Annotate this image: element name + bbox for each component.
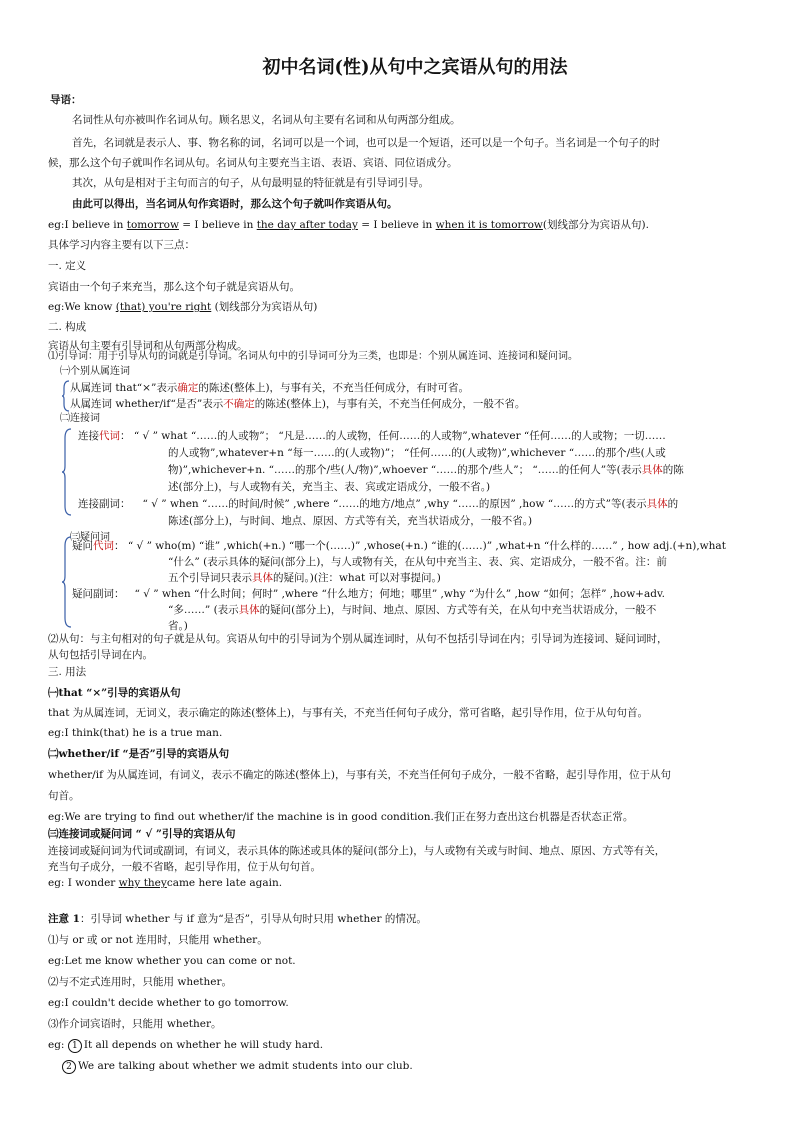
highlight-text: 具体 bbox=[252, 572, 273, 584]
text: 的陈述(整体上)，与事有关，不充当任何成分，一般不省。 bbox=[254, 398, 526, 410]
subheading-connectives: ㈡连接词 bbox=[60, 413, 100, 424]
intro-label: 导语： bbox=[50, 94, 82, 106]
highlight-text: 具体 bbox=[641, 464, 663, 476]
text: ： “ √ ” what “……的人或物”； “凡是……的人或物，任何……的人或物”,whatever “任何……的人或物；一切…… bbox=[120, 430, 666, 442]
highlight-text: 不确定 bbox=[223, 398, 255, 410]
intro-paragraph-4: 由此可以得出，当名词从句作宾语时，那么这个句子就叫作宾语从句。 bbox=[72, 198, 398, 210]
usage-text-connective-b: 充当句子成分，一般不省略，起引导作用，位于从句句首。 bbox=[48, 861, 321, 873]
circled-number: 2 bbox=[62, 1060, 76, 1074]
note-heading bbox=[48, 909, 427, 929]
usage-text-whether-b: 句首。 bbox=[48, 790, 80, 802]
highlight-text: 确定 bbox=[177, 382, 199, 394]
section-2-p2a: ⑵从句：与主句相对的句子就是从句。宾语从句中的引导词为个别从属连词时，从句不包括引导词在内；引导词为连接词、疑问词时， bbox=[48, 633, 668, 645]
text: eg:We know bbox=[48, 301, 116, 313]
section-2-text: 宾语从句主要有引导词和从句两部分构成。 bbox=[48, 340, 248, 352]
text: 连接 bbox=[78, 430, 99, 442]
text: 的陈述(整体上)，与事有关，不充当任何成分，有时可省。 bbox=[198, 382, 470, 394]
note-example-1: eg:Let me know whether you can come or not. bbox=[48, 955, 296, 967]
usage-text-that: that 为从属连词，无词义，表示确定的陈述(整体上)，与事有关，不充当任何句子成分，常可省略，起引导作用，位于从句句首。 bbox=[48, 707, 648, 719]
text: eg: bbox=[48, 1039, 68, 1051]
text: = I believe in bbox=[178, 219, 257, 231]
text: “ √ ” when “……的时间/时候” ,where “……的地方/地点” ,why “……的原因” ,how “……的方式”等(表示 bbox=[142, 498, 647, 510]
usage-example-connective bbox=[48, 873, 282, 893]
text: “多……” (表示 bbox=[168, 604, 239, 616]
text: (划线部分为宾语从句). bbox=[542, 219, 649, 231]
intro-example bbox=[48, 215, 649, 235]
section-1-example bbox=[48, 297, 317, 317]
section-1-text: 宾语由一个句子来充当，那么这个句子就是宾语从句。 bbox=[48, 281, 300, 293]
highlight-text: 代词 bbox=[99, 430, 120, 442]
interrogative-adverbs-line-2 bbox=[168, 600, 656, 620]
subheading-individual-conjunctions: ㈠个别从属连词 bbox=[60, 366, 130, 377]
page-title: 初中名词(性)从句中之宾语从句的用法 bbox=[262, 57, 568, 78]
connective-adverbs-line-2: 陈述(部分上)，与时间、地点、原因、方式等有关，充当状语成分，一般不省。) bbox=[168, 515, 533, 527]
circled-number: 1 bbox=[68, 1039, 82, 1053]
interrogative-pronouns-line-2: “什么” (表示具体的疑问(部分上)，与人或物有关，在从句中充当主、表、宾、定语成分，一般不省。注：前 bbox=[168, 556, 667, 568]
subheading-interrogatives: ㈢疑问词 bbox=[70, 532, 110, 543]
note-rule-1: ⑴与 or 或 or not 连用时，只能用 whether。 bbox=[48, 934, 268, 946]
section-3-heading: 三. 用法 bbox=[48, 666, 87, 678]
text: 疑问副词： bbox=[72, 588, 125, 600]
usage-heading-that: ㈠that “×”引导的宾语从句 bbox=[48, 687, 181, 699]
text: eg:I believe in bbox=[48, 219, 127, 231]
note-example-3b bbox=[62, 1056, 413, 1076]
text: 的疑问。)(注：what 可以对事提问。) bbox=[273, 572, 441, 584]
underlined-text: when it is tomorrow bbox=[435, 219, 543, 231]
highlight-text: 具体 bbox=[646, 498, 668, 510]
text: 连接副词： bbox=[78, 498, 131, 510]
note-example-2: eg:I couldn't decide whether to go tomorrow. bbox=[48, 997, 289, 1009]
text: ：引导词 whether 与 if 意为“是否”，引导从句时只用 whether 的情况。 bbox=[79, 913, 427, 925]
text: 疑问 bbox=[72, 540, 93, 552]
brace-icon bbox=[62, 428, 72, 516]
underlined-text: why they bbox=[118, 877, 167, 889]
interrogative-adverbs-line-3: 省。) bbox=[168, 620, 188, 632]
brace-icon bbox=[62, 380, 70, 412]
highlight-text: 代词 bbox=[93, 540, 114, 552]
text: 从属连词 whether/if“是否”表示 bbox=[70, 398, 224, 410]
intro-paragraph-1: 名词性从句亦被叫作名词从句。顾名思义，名词从句主要有名词和从句两部分组成。 bbox=[72, 114, 461, 126]
section-2-heading: 二. 构成 bbox=[48, 321, 87, 333]
text: 物)”,whichever+n. “……的那个/些(人/物)”,whoever “……的那个/些人”； “……的任何人”等(表示 bbox=[168, 464, 642, 476]
text: 注意 1 bbox=[48, 913, 80, 925]
note-rule-3: ⑶作介词宾语时，只能用 whether。 bbox=[48, 1018, 222, 1030]
note-rule-2: ⑵与不定式连用时，只能用 whether。 bbox=[48, 976, 233, 988]
text: eg: I wonder bbox=[48, 877, 119, 889]
text: “ √ ” when “什么时间；何时” ,where “什么地方；何地；哪里” ,why “为什么” ,how “如何；怎样” ,how+adv. bbox=[134, 588, 665, 600]
usage-example-whether: eg:We are trying to find out whether/if the machine is in good condition.我们正在努力查出这台机器是否状态正常。 bbox=[48, 811, 634, 823]
text: came here late again. bbox=[166, 877, 283, 889]
intro-paragraph-2b: 候，那么这个句子就叫作名词从句。名词从句主要充当主语、表语、宾语、同位语成分。 bbox=[48, 157, 458, 169]
text: We are talking about whether we admit students into our club. bbox=[78, 1060, 413, 1072]
underlined-text: tomorrow bbox=[126, 219, 179, 231]
text: (划线部分为宾语从句) bbox=[211, 301, 318, 313]
underlined-text: (that) you're right bbox=[115, 301, 212, 313]
text: = I believe in bbox=[357, 219, 436, 231]
highlight-text: 具体 bbox=[238, 604, 260, 616]
section-2-p2b: 从句包括引导词在内。 bbox=[48, 649, 153, 661]
brace-icon bbox=[62, 536, 72, 628]
text: 的疑问(部分上)，与时间、地点、原因、方式等有关，在从句中充当状语成分，一般不 bbox=[259, 604, 657, 616]
usage-example-that: eg:I think(that) he is a true man. bbox=[48, 727, 223, 739]
text: 五个引导词只表示 bbox=[168, 572, 252, 584]
whether-conjunction-line bbox=[70, 394, 525, 414]
usage-heading-whether: ㈡whether/if “是否”引导的宾语从句 bbox=[48, 748, 230, 760]
intro-paragraph-3: 其次，从句是相对于主句而言的句子，从句最明显的特征就是有引导词引导。 bbox=[72, 177, 429, 189]
usage-text-whether-a: whether/if 为从属连词，有词义，表示不确定的陈述(整体上)，与事有关，不充当任何句子成分，一般不省略，起引导作用，位于从句 bbox=[48, 769, 671, 781]
usage-heading-connective: ㈢连接词或疑问词 “ √ ”引导的宾语从句 bbox=[48, 828, 236, 840]
underlined-text: the day after today bbox=[256, 219, 358, 231]
connective-pronouns-line-4: 述(部分上)，与人或物有关，充当主、表、宾或定语成分，一般不省。) bbox=[168, 481, 491, 493]
text: ： “ √ ” who(m) “谁” ,which(+n.) “哪一个(……)” ,whose(+n.) “谁的(……)” ,what+n “什么样的……” , how adj.(+n),what bbox=[114, 540, 726, 552]
usage-text-connective-a: 连接词或疑问词为代词或副词，有词义，表示具体的陈述或具体的疑问(部分上)，与人或物有关或与时间、地点、原因、方式等有关， bbox=[48, 845, 666, 857]
intro-paragraph-2a: 首先，名词就是表示人、事、物名称的词，名词可以是一个词，也可以是一个短语，还可以是一个句子。当名词是一个句子的时 bbox=[72, 137, 660, 149]
content-intro: 具体学习内容主要有以下三点： bbox=[48, 239, 195, 251]
text: 的陈 bbox=[662, 464, 684, 476]
section-2-p1: ⑴引导词：用于引导从句的词就是引导词。名词从句中的引导词可分为三类，也即是：个别从属连词、连接词和疑问词。 bbox=[48, 351, 578, 362]
text: It all depends on whether he will study hard. bbox=[83, 1039, 324, 1051]
note-example-3a bbox=[48, 1035, 323, 1055]
section-1-heading: 一. 定义 bbox=[48, 260, 87, 272]
connective-pronouns-line-2: 的人或物”,whatever+n “每一……的(人或物)”； “任何……的(人或物)”,whichever “……的那个/些(人或 bbox=[168, 447, 666, 459]
text: 从属连词 that“×”表示 bbox=[70, 382, 178, 394]
text: 的 bbox=[667, 498, 679, 510]
